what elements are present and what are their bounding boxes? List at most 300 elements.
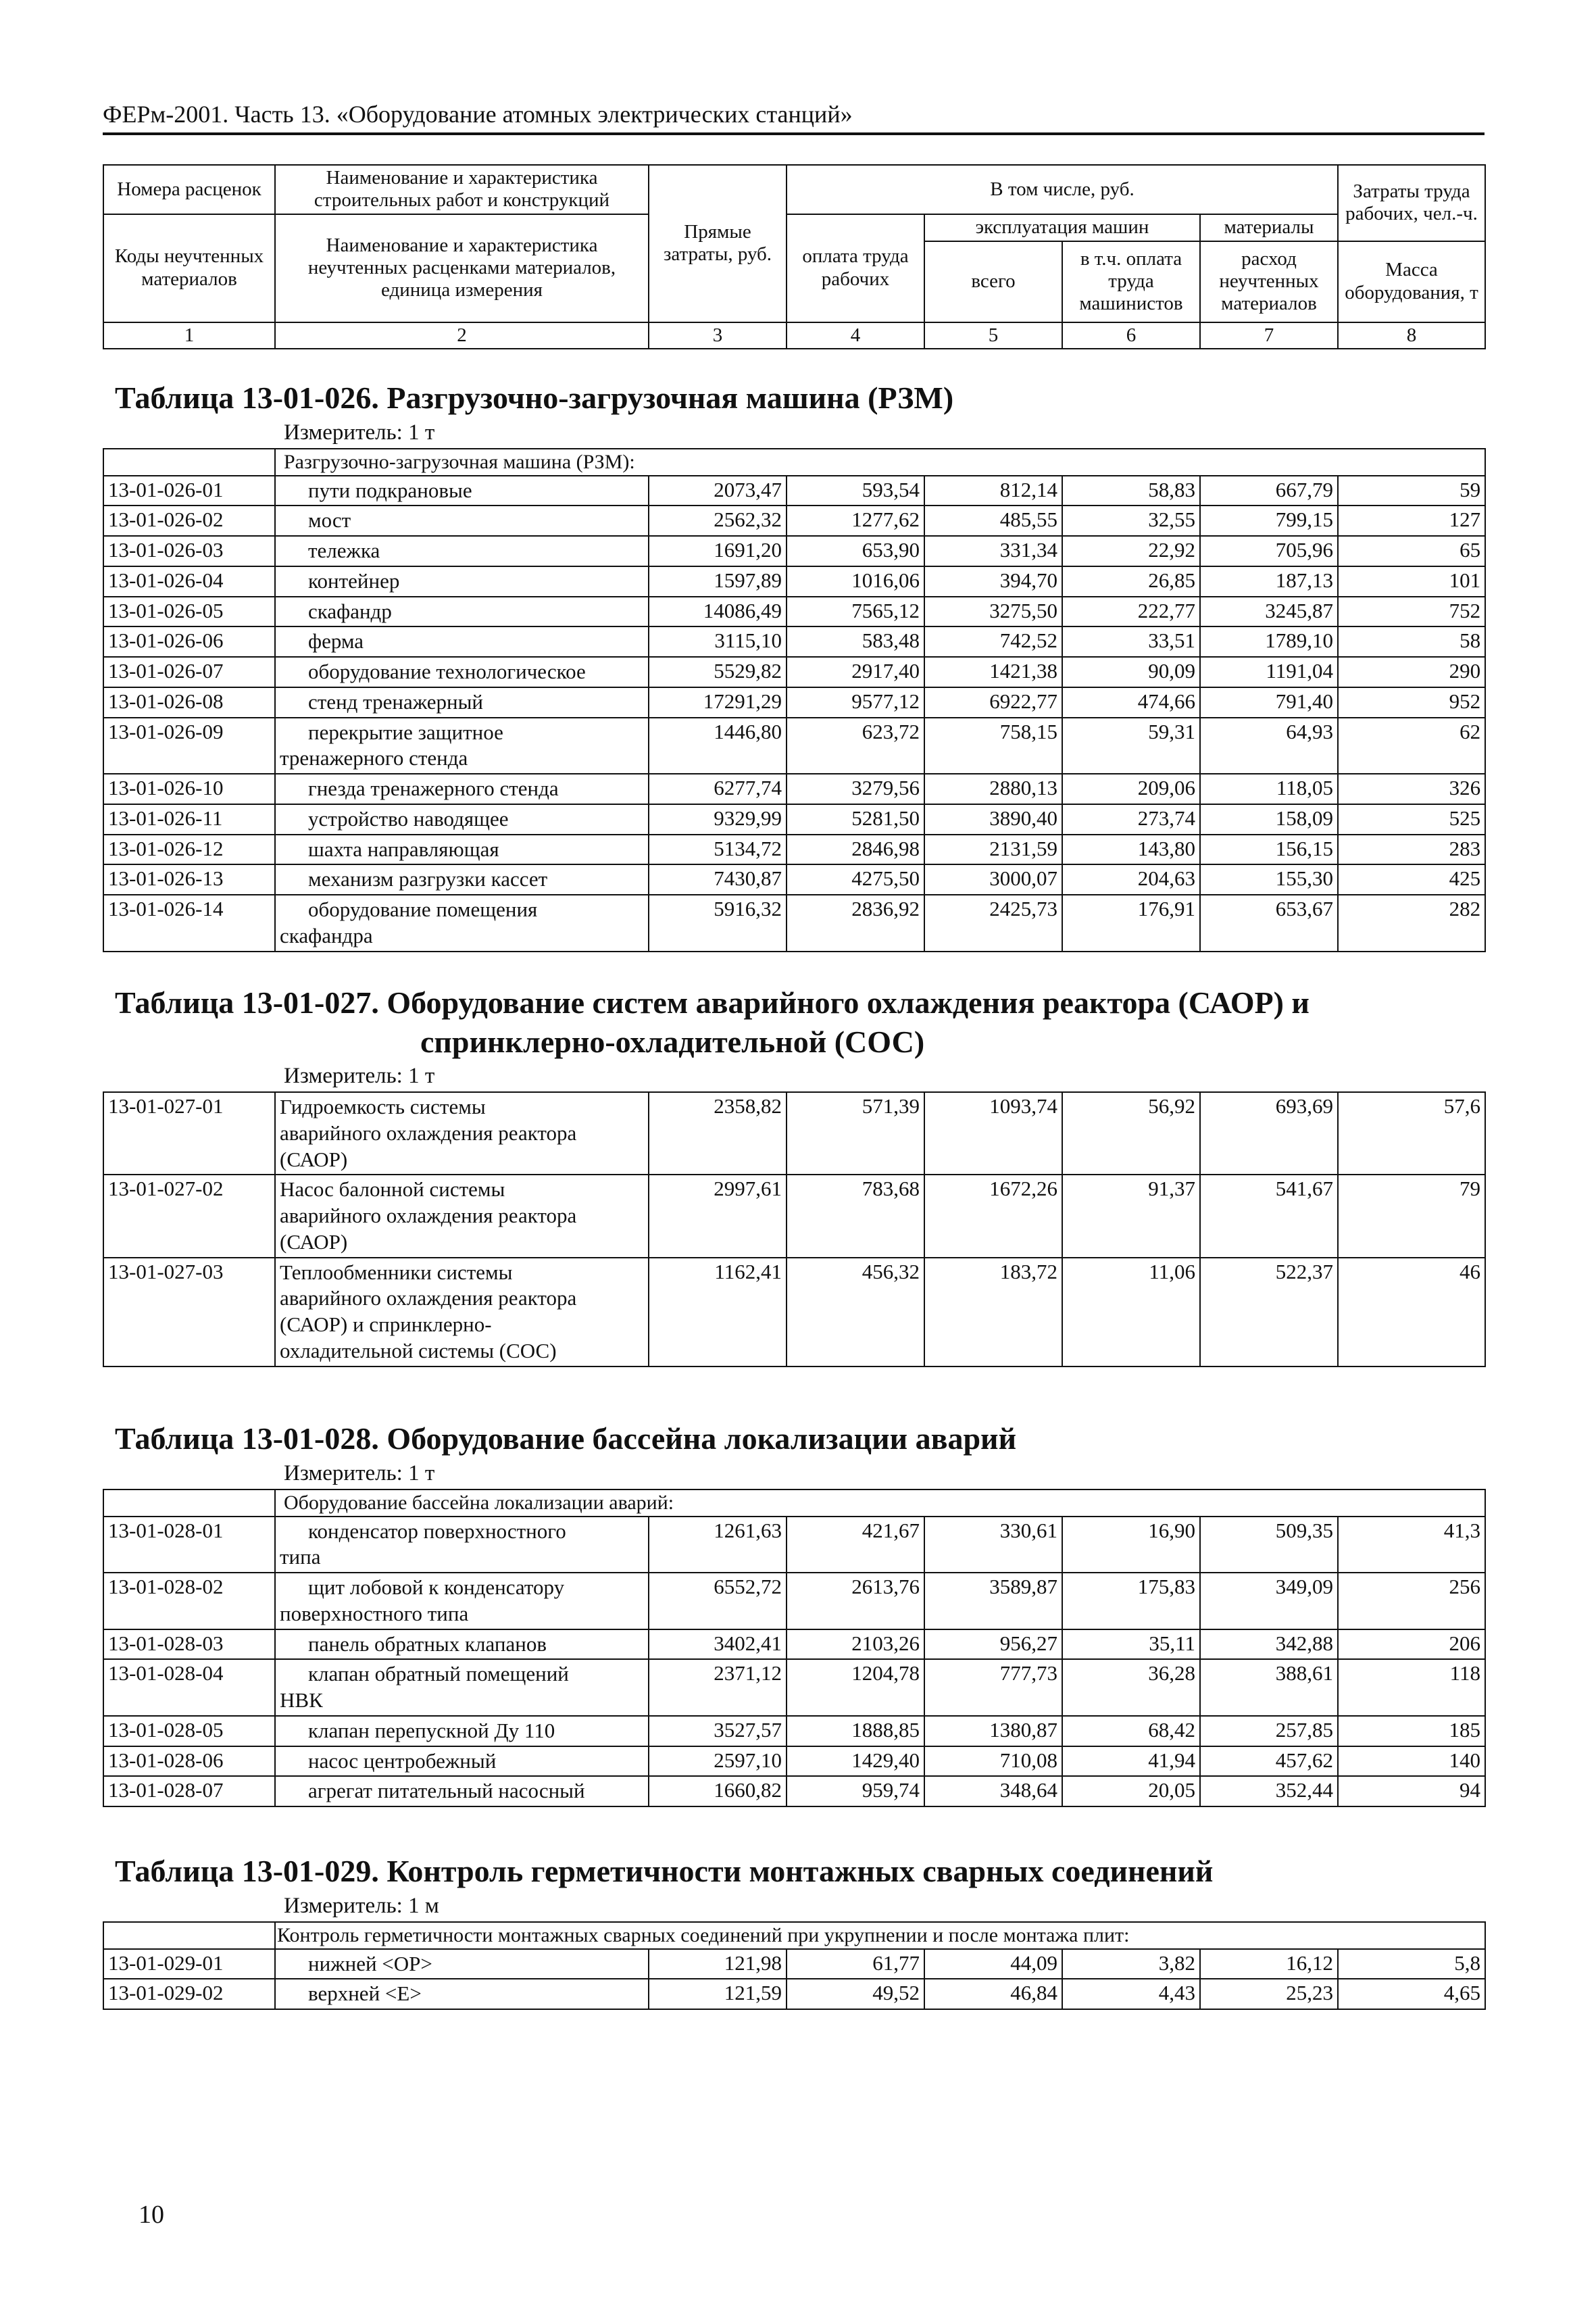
table-row <box>103 804 1485 835</box>
rate-table-027 <box>103 1091 1486 1367</box>
rate-code: 13-01-027-03 <box>103 1258 275 1367</box>
direct-costs: 6277,74 <box>649 774 787 804</box>
table-row <box>103 626 1485 657</box>
table-row <box>103 1258 1485 1367</box>
labor-hours: 101 <box>1338 566 1485 597</box>
rate-code: 13-01-028-04 <box>103 1659 275 1716</box>
labor-hours: 79 <box>1338 1175 1485 1257</box>
work-name <box>275 1517 649 1573</box>
table-row <box>103 1573 1485 1629</box>
materials-costs: 187,13 <box>1200 566 1338 597</box>
rate-code: 13-01-028-06 <box>103 1746 275 1777</box>
machinist-pay: 273,74 <box>1062 804 1200 835</box>
machine-costs: 2425,73 <box>924 895 1062 952</box>
machine-costs: 330,61 <box>924 1517 1062 1573</box>
rate-code: 13-01-027-01 <box>103 1092 275 1175</box>
machinist-pay: 4,43 <box>1062 1979 1200 2009</box>
work-name-line: поверхностного типа <box>280 1601 469 1625</box>
work-name <box>275 566 649 597</box>
labor-hours: 118 <box>1338 1659 1485 1716</box>
work-name-line: панель обратных клапанов <box>308 1631 547 1656</box>
work-name <box>275 506 649 536</box>
labor-pay: 653,90 <box>787 536 924 566</box>
col2-top: Наименование и характеристика строительных работ и конструкций <box>275 165 649 214</box>
section-title-line2: спринклерно-охладительной (СОС) <box>420 1024 925 1059</box>
materials-costs: 342,88 <box>1200 1629 1338 1660</box>
materials-costs: 791,40 <box>1200 687 1338 718</box>
machine-costs: 394,70 <box>924 566 1062 597</box>
work-name-line: Теплообменники системы <box>280 1260 513 1284</box>
measure-unit: Измеритель: 1 т <box>284 420 435 445</box>
work-name-line: (САОР) и спринклерно- <box>280 1312 492 1336</box>
rate-code: 13-01-026-11 <box>103 804 275 835</box>
rate-code: 13-01-026-09 <box>103 718 275 774</box>
machine-costs: 1093,74 <box>924 1092 1062 1175</box>
machinist-pay: 41,94 <box>1062 1746 1200 1777</box>
materials-costs: 156,15 <box>1200 835 1338 865</box>
table-row <box>103 1776 1485 1806</box>
section-title: Таблица 13-01-028. Оборудование бассейна локализации аварий <box>115 1421 1017 1456</box>
work-name-line: щит лобовой к конденсатору <box>308 1575 565 1599</box>
labor-hours: 94 <box>1338 1776 1485 1806</box>
direct-costs: 1597,89 <box>649 566 787 597</box>
materials-costs: 457,62 <box>1200 1746 1338 1777</box>
machinist-pay: 32,55 <box>1062 506 1200 536</box>
machinist-pay: 22,92 <box>1062 536 1200 566</box>
labor-hours: 140 <box>1338 1746 1485 1777</box>
work-name-line: мост <box>308 508 351 533</box>
labor-pay: 5281,50 <box>787 804 924 835</box>
table-row <box>103 1949 1485 1979</box>
machinist-pay: 16,90 <box>1062 1517 1200 1573</box>
work-name-line: тележка <box>308 539 380 562</box>
machine-costs: 6922,77 <box>924 687 1062 718</box>
machine-costs: 777,73 <box>924 1659 1062 1716</box>
rate-table-029 <box>103 1921 1486 2011</box>
rate-table-028 <box>103 1489 1486 1808</box>
direct-costs: 1660,82 <box>649 1776 787 1806</box>
work-name-line: шахта направляющая <box>308 837 499 861</box>
machine-costs: 710,08 <box>924 1746 1062 1777</box>
labor-hours: 57,6 <box>1338 1092 1485 1175</box>
table-row <box>103 1746 1485 1777</box>
work-name-line: охладительной системы (СОС) <box>280 1338 557 1362</box>
work-name <box>275 1746 649 1777</box>
materials-costs: 352,44 <box>1200 1776 1338 1806</box>
direct-costs: 2597,10 <box>649 1746 787 1777</box>
work-name <box>275 1776 649 1806</box>
machinist-pay: 11,06 <box>1062 1258 1200 1367</box>
table-row <box>103 835 1485 865</box>
labor-pay: 2613,76 <box>787 1573 924 1629</box>
table-row <box>103 657 1485 687</box>
rate-code: 13-01-026-07 <box>103 657 275 687</box>
rate-code: 13-01-026-03 <box>103 536 275 566</box>
section-title: Таблица 13-01-029. Контроль герметичности монтажных сварных соединений <box>115 1854 1214 1888</box>
rate-code: 13-01-026-02 <box>103 506 275 536</box>
work-name <box>275 1258 649 1367</box>
direct-costs: 2562,32 <box>649 506 787 536</box>
machinist-pay: 36,28 <box>1062 1659 1200 1716</box>
work-name <box>275 1716 649 1746</box>
labor-pay: 1888,85 <box>787 1716 924 1746</box>
measure-unit: Измеритель: 1 т <box>284 1064 435 1088</box>
colnum-8: 8 <box>1338 322 1485 349</box>
labor-pay: 1204,78 <box>787 1659 924 1716</box>
labor-hours: 256 <box>1338 1573 1485 1629</box>
machine-costs: 44,09 <box>924 1949 1062 1979</box>
work-name-line: пути подкрановые <box>308 478 472 502</box>
direct-costs: 2073,47 <box>649 476 787 506</box>
rate-code: 13-01-026-06 <box>103 626 275 657</box>
labor-pay: 9577,12 <box>787 687 924 718</box>
materials-costs: 541,67 <box>1200 1175 1338 1257</box>
rate-code: 13-01-026-12 <box>103 835 275 865</box>
labor-hours: 952 <box>1338 687 1485 718</box>
table-row <box>103 1517 1485 1573</box>
machinist-pay: 35,11 <box>1062 1629 1200 1660</box>
work-name-line: Гидроемкость системы <box>280 1095 486 1118</box>
machine-costs: 2880,13 <box>924 774 1062 804</box>
machine-costs: 742,52 <box>924 626 1062 657</box>
labor-pay: 3279,56 <box>787 774 924 804</box>
col8-bottom: Масса оборудования, т <box>1338 241 1485 322</box>
direct-costs: 121,98 <box>649 1949 787 1979</box>
work-name-line: (САОР) <box>280 1229 348 1254</box>
work-name-line: аварийного охлаждения реактора <box>280 1286 577 1310</box>
direct-costs: 3527,57 <box>649 1716 787 1746</box>
materials-costs: 1191,04 <box>1200 657 1338 687</box>
machine-costs: 3589,87 <box>924 1573 1062 1629</box>
direct-costs: 3402,41 <box>649 1629 787 1660</box>
work-name <box>275 1949 649 1979</box>
rate-code: 13-01-029-02 <box>103 1979 275 2009</box>
table-row <box>103 1979 1485 2009</box>
work-name <box>275 1979 649 2009</box>
table-row <box>103 1659 1485 1716</box>
materials-costs: 118,05 <box>1200 774 1338 804</box>
machine-costs: 1672,26 <box>924 1175 1062 1257</box>
materials-costs: 257,85 <box>1200 1716 1338 1746</box>
work-name <box>275 687 649 718</box>
work-name-line: типа <box>280 1545 321 1569</box>
work-name-line: оборудование технологическое <box>308 660 586 683</box>
labor-pay: 583,48 <box>787 626 924 657</box>
materials-costs: 522,37 <box>1200 1258 1338 1367</box>
table-row <box>103 895 1485 952</box>
rate-code: 13-01-026-05 <box>103 597 275 627</box>
rate-code: 13-01-026-01 <box>103 476 275 506</box>
col3-direct-costs: Прямые затраты, руб. <box>649 165 787 322</box>
work-name <box>275 536 649 566</box>
group-label: Разгрузочно-загрузочная машина (РЗМ): <box>275 449 1485 476</box>
table-row <box>103 1629 1485 1660</box>
machine-costs: 183,72 <box>924 1258 1062 1367</box>
work-name <box>275 597 649 627</box>
materials-costs: 1789,10 <box>1200 626 1338 657</box>
col7-materials: расход неучтенных материалов <box>1200 241 1338 322</box>
work-name-line: (САОР) <box>280 1147 348 1171</box>
machinist-pay: 56,92 <box>1062 1092 1200 1175</box>
column-header <box>103 164 1485 349</box>
labor-pay: 2846,98 <box>787 835 924 865</box>
machine-costs: 3275,50 <box>924 597 1062 627</box>
work-name <box>275 864 649 895</box>
machinist-pay: 175,83 <box>1062 1573 1200 1629</box>
labor-pay: 2917,40 <box>787 657 924 687</box>
direct-costs: 5529,82 <box>649 657 787 687</box>
labor-hours: 282 <box>1338 895 1485 952</box>
rate-code: 13-01-026-14 <box>103 895 275 952</box>
machine-costs: 1380,87 <box>924 1716 1062 1746</box>
machinist-pay: 91,37 <box>1062 1175 1200 1257</box>
direct-costs: 1261,63 <box>649 1517 787 1573</box>
col6-machinist-labor: в т.ч. оплата труда машинистов <box>1062 241 1200 322</box>
labor-pay: 49,52 <box>787 1979 924 2009</box>
table-row <box>103 597 1485 627</box>
machinist-pay: 26,85 <box>1062 566 1200 597</box>
rate-code: 13-01-028-05 <box>103 1716 275 1746</box>
section-t028 <box>103 1419 1485 1807</box>
direct-costs: 17291,29 <box>649 687 787 718</box>
direct-costs: 7430,87 <box>649 864 787 895</box>
work-name-line: ферма <box>308 629 364 654</box>
table-row <box>103 864 1485 895</box>
table-row <box>103 536 1485 566</box>
machines-header: эксплуатация машин <box>924 214 1200 241</box>
machinist-pay: 474,66 <box>1062 687 1200 718</box>
labor-pay: 7565,12 <box>787 597 924 627</box>
page-header: ФЕРм-2001. Часть 13. «Оборудование атомных электрических станций» <box>103 100 1485 135</box>
work-name <box>275 476 649 506</box>
work-name-line: конденсатор поверхностного <box>308 1519 566 1543</box>
work-name <box>275 1573 649 1629</box>
materials-costs: 653,67 <box>1200 895 1338 952</box>
rate-code: 13-01-026-08 <box>103 687 275 718</box>
work-name <box>275 718 649 774</box>
direct-costs: 5916,32 <box>649 895 787 952</box>
labor-hours: 425 <box>1338 864 1485 895</box>
machine-costs: 331,34 <box>924 536 1062 566</box>
machinist-pay: 209,06 <box>1062 774 1200 804</box>
work-name-line: Насос балонной системы <box>280 1177 505 1202</box>
table-row <box>103 566 1485 597</box>
labor-pay: 1016,06 <box>787 566 924 597</box>
labor-pay: 1429,40 <box>787 1746 924 1777</box>
labor-hours: 290 <box>1338 657 1485 687</box>
materials-header: материалы <box>1200 214 1338 241</box>
work-name <box>275 657 649 687</box>
work-name-line: аварийного охлаждения реактора <box>280 1204 577 1227</box>
labor-hours: 283 <box>1338 835 1485 865</box>
rate-code: 13-01-028-03 <box>103 1629 275 1660</box>
machinist-pay: 20,05 <box>1062 1776 1200 1806</box>
colnum-2: 2 <box>275 322 649 349</box>
rate-code: 13-01-026-10 <box>103 774 275 804</box>
materials-costs: 16,12 <box>1200 1949 1338 1979</box>
machine-costs: 3000,07 <box>924 864 1062 895</box>
work-name-line: аварийного охлаждения реактора <box>280 1121 577 1145</box>
work-name <box>275 774 649 804</box>
labor-pay: 4275,50 <box>787 864 924 895</box>
rate-code: 13-01-028-07 <box>103 1776 275 1806</box>
colnum-4: 4 <box>787 322 924 349</box>
labor-pay: 593,54 <box>787 476 924 506</box>
labor-hours: 62 <box>1338 718 1485 774</box>
direct-costs: 2371,12 <box>649 1659 787 1716</box>
work-name <box>275 804 649 835</box>
rate-code: 13-01-029-01 <box>103 1949 275 1979</box>
direct-costs: 1446,80 <box>649 718 787 774</box>
machinist-pay: 90,09 <box>1062 657 1200 687</box>
labor-pay: 571,39 <box>787 1092 924 1175</box>
table-row <box>103 718 1485 774</box>
machinist-pay: 3,82 <box>1062 1949 1200 1979</box>
machine-costs: 3890,40 <box>924 804 1062 835</box>
machinist-pay: 33,51 <box>1062 626 1200 657</box>
labor-hours: 4,65 <box>1338 1979 1485 2009</box>
section-t029 <box>103 1852 1485 2010</box>
section-t027 <box>103 983 1485 1367</box>
labor-pay: 623,72 <box>787 718 924 774</box>
table-row <box>103 506 1485 536</box>
work-name-line: агрегат питательный насосный <box>308 1779 585 1803</box>
work-name-line: тренажерного стенда <box>280 746 468 770</box>
work-name-line: стенд тренажерный <box>308 689 483 714</box>
work-name <box>275 626 649 657</box>
machine-costs: 348,64 <box>924 1776 1062 1806</box>
work-name-line: устройство наводящее <box>308 806 509 831</box>
work-name-line: оборудование помещения <box>308 897 538 921</box>
direct-costs: 121,59 <box>649 1979 787 2009</box>
section-title: Таблица 13-01-026. Разгрузочно-загрузочная машина (РЗМ) <box>115 380 954 415</box>
direct-costs: 14086,49 <box>649 597 787 627</box>
labor-pay: 2103,26 <box>787 1629 924 1660</box>
group-label: Оборудование бассейна локализации аварий: <box>275 1490 1485 1517</box>
direct-costs: 2997,61 <box>649 1175 787 1257</box>
labor-hours: 127 <box>1338 506 1485 536</box>
labor-pay: 456,32 <box>787 1258 924 1367</box>
rate-code: 13-01-026-13 <box>103 864 275 895</box>
col8-top: Затраты труда рабочих, чел.-ч. <box>1338 165 1485 241</box>
work-name-line: верхней <Е> <box>308 1981 422 2006</box>
machine-costs: 812,14 <box>924 476 1062 506</box>
rate-code: 13-01-028-02 <box>103 1573 275 1629</box>
work-name-line: НВК <box>280 1688 323 1712</box>
rate-code: 13-01-026-04 <box>103 566 275 597</box>
measure-unit: Измеритель: 1 м <box>284 1893 439 1918</box>
work-name-line: скафандра <box>280 923 373 947</box>
machinist-pay: 204,63 <box>1062 864 1200 895</box>
materials-costs: 705,96 <box>1200 536 1338 566</box>
colnum-7: 7 <box>1200 322 1338 349</box>
labor-hours: 58 <box>1338 626 1485 657</box>
work-name <box>275 1092 649 1175</box>
col1-bottom: Коды неучтенных материалов <box>103 214 275 322</box>
labor-hours: 46 <box>1338 1258 1485 1367</box>
table-row <box>103 1175 1485 1257</box>
col5-total: всего <box>924 241 1062 322</box>
direct-costs: 3115,10 <box>649 626 787 657</box>
col2-bottom: Наименование и характеристика неучтенных расценками материалов, единица измерения <box>275 214 649 322</box>
section-t026 <box>103 378 1485 952</box>
work-name <box>275 895 649 952</box>
table-row <box>103 1716 1485 1746</box>
labor-hours: 326 <box>1338 774 1485 804</box>
labor-pay: 61,77 <box>787 1949 924 1979</box>
table-row <box>103 1092 1485 1175</box>
labor-hours: 185 <box>1338 1716 1485 1746</box>
measure-unit: Измеритель: 1 т <box>284 1460 435 1485</box>
materials-costs: 509,35 <box>1200 1517 1338 1573</box>
materials-costs: 349,09 <box>1200 1573 1338 1629</box>
rate-table-026 <box>103 448 1486 952</box>
incl-header: В том числе, руб. <box>787 165 1338 214</box>
direct-costs: 2358,82 <box>649 1092 787 1175</box>
labor-pay: 783,68 <box>787 1175 924 1257</box>
table-row <box>103 687 1485 718</box>
work-name <box>275 1659 649 1716</box>
colnum-1: 1 <box>103 322 275 349</box>
materials-costs: 155,30 <box>1200 864 1338 895</box>
work-name <box>275 835 649 865</box>
rate-code: 13-01-028-01 <box>103 1517 275 1573</box>
section-title: Таблица 13-01-027. Оборудование систем аварийного охлаждения реактора (САОР) и <box>115 985 1310 1020</box>
labor-hours: 752 <box>1338 597 1485 627</box>
col4-labor: оплата труда рабочих <box>787 214 924 322</box>
machine-costs: 2131,59 <box>924 835 1062 865</box>
labor-hours: 41,3 <box>1338 1517 1485 1573</box>
labor-hours: 59 <box>1338 476 1485 506</box>
work-name-line: клапан обратный помещений <box>308 1662 569 1686</box>
direct-costs: 9329,99 <box>649 804 787 835</box>
materials-costs: 667,79 <box>1200 476 1338 506</box>
direct-costs: 6552,72 <box>649 1573 787 1629</box>
colnum-3: 3 <box>649 322 787 349</box>
col1-top: Номера расценок <box>103 165 275 214</box>
column-header-table <box>103 164 1486 349</box>
machine-costs: 758,15 <box>924 718 1062 774</box>
work-name-line: гнезда тренажерного стенда <box>308 777 559 800</box>
machinist-pay: 58,83 <box>1062 476 1200 506</box>
machinist-pay: 222,77 <box>1062 597 1200 627</box>
work-name-line: контейнер <box>308 568 400 593</box>
direct-costs: 5134,72 <box>649 835 787 865</box>
machinist-pay: 68,42 <box>1062 1716 1200 1746</box>
rate-code: 13-01-027-02 <box>103 1175 275 1257</box>
machinist-pay: 59,31 <box>1062 718 1200 774</box>
materials-costs: 25,23 <box>1200 1979 1338 2009</box>
materials-costs: 3245,87 <box>1200 597 1338 627</box>
work-name-line: скафандр <box>308 599 392 623</box>
materials-costs: 158,09 <box>1200 804 1338 835</box>
colnum-6: 6 <box>1062 322 1200 349</box>
materials-costs: 64,93 <box>1200 718 1338 774</box>
machine-costs: 46,84 <box>924 1979 1062 2009</box>
labor-hours: 525 <box>1338 804 1485 835</box>
labor-hours: 206 <box>1338 1629 1485 1660</box>
work-name-line: нижней <ОР> <box>308 1951 432 1975</box>
table-row <box>103 774 1485 804</box>
materials-costs: 693,69 <box>1200 1092 1338 1175</box>
machinist-pay: 143,80 <box>1062 835 1200 865</box>
work-name-line: насос центробежный <box>308 1748 497 1773</box>
work-name-line: механизм разгрузки кассет <box>308 867 548 891</box>
labor-pay: 2836,92 <box>787 895 924 952</box>
labor-pay: 959,74 <box>787 1776 924 1806</box>
machine-costs: 485,55 <box>924 506 1062 536</box>
direct-costs: 1691,20 <box>649 536 787 566</box>
